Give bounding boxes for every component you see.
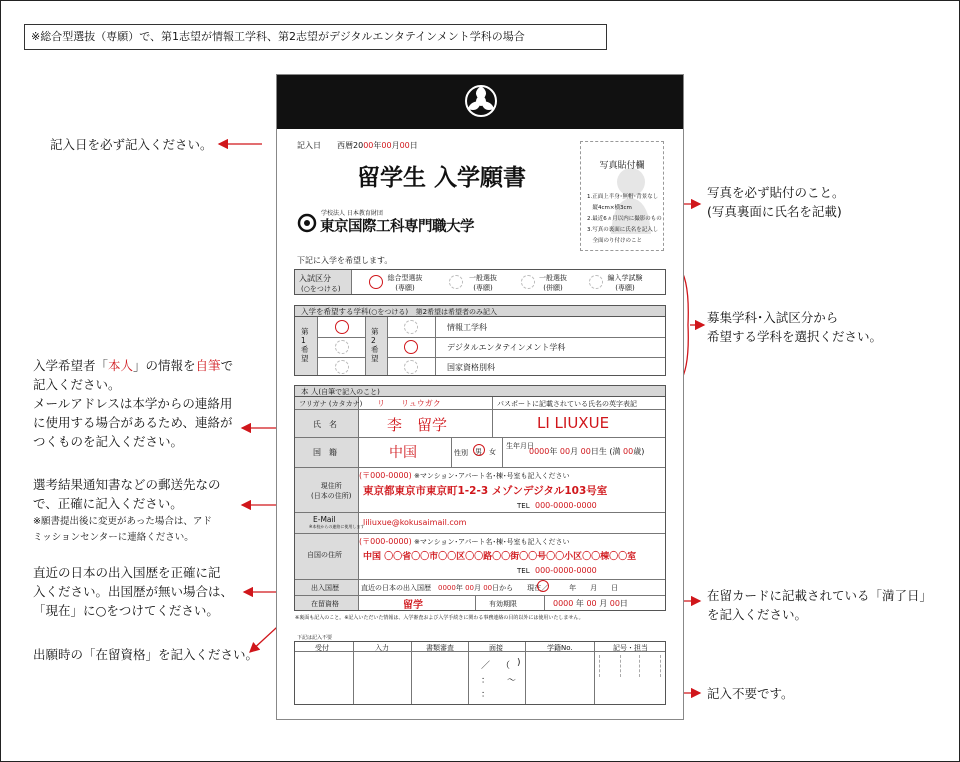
sex-female[interactable]: 女	[489, 448, 496, 456]
furigana-value: リ リュウガク	[377, 399, 441, 408]
dept-item: 情報工学科	[447, 323, 487, 332]
office-col: 受付	[315, 644, 329, 652]
history-value: 直近の日本の出入国歴 0000年 00月 00日から 現在／ 年 月 日	[361, 584, 619, 592]
note-address: 選考結果通知書などの郵送先なの で、正確に記入ください。	[33, 477, 221, 511]
exam-option: 一般選抜 (併願)	[539, 274, 567, 292]
expire-label: 有効期限	[489, 600, 517, 608]
photo-title: 写真貼付欄	[599, 161, 645, 171]
school-logo-icon	[297, 213, 317, 233]
office-col: 学籍No.	[547, 644, 573, 652]
exam-option-circle[interactable]	[449, 275, 463, 289]
addr-label: 現住所 (日本の住所)	[311, 482, 352, 500]
status-label: 在留資格	[311, 600, 339, 608]
photo-box	[580, 141, 664, 251]
exam-option-circle[interactable]	[521, 275, 535, 289]
exam-option-circle-selected[interactable]	[369, 275, 383, 289]
date-label: 記入日	[297, 141, 321, 150]
first-choice-circle[interactable]	[335, 360, 349, 374]
home-label: 自国の住所	[307, 551, 342, 559]
home-tel-value: 000-0000-0000	[535, 566, 597, 575]
tel-value: 000-0000-0000	[535, 501, 597, 510]
exam-type-label: 入試区分	[299, 274, 331, 283]
passport-label: パスポートに記載されている氏名の英字表記	[497, 400, 637, 408]
first-choice-circle[interactable]	[335, 340, 349, 354]
first-choice-label: 第1希望	[301, 327, 309, 363]
person-header: 本 人(自筆で記入のこと)	[294, 385, 666, 397]
tel-label: TEL	[517, 502, 530, 510]
exam-option: 一般選抜 (専願)	[469, 274, 497, 292]
note-photo: 写真を必ず貼付のこと。 (写真裏面に氏名を記載)	[707, 185, 845, 219]
exam-option: 総合型選抜 (専願)	[387, 274, 423, 292]
footer-note: ※裏面も記入のこと。※記入いただいた情報は、入学審査および入学手続きに関わる事務連絡の目的以外には使用いたしません。	[295, 615, 584, 621]
dept-item: 国家資格別科	[447, 363, 495, 372]
home-zip: (〒000-0000) ※マンション･アパート名･棟･号室も記入ください	[359, 537, 570, 546]
dept-header: 入学を希望する学科(○をつける) 第2希望は希望者のみ記入	[294, 305, 666, 317]
note-status: 出願時の「在留資格」を記入ください。	[33, 647, 259, 662]
school-corp: 学校法人 日本教育財団	[321, 210, 383, 217]
exam-option-circle[interactable]	[589, 275, 603, 289]
first-choice-selected[interactable]	[335, 320, 349, 334]
exam-option: 編入学試験 (専願)	[607, 274, 643, 292]
history-label: 出入国歴	[311, 584, 339, 592]
application-form: 記入日 西暦2000年00月00日 留学生 入学願書 学校法人 日本教育財団 東京国際工科専門職大学 写真貼付欄 1.正面上半身･無帽･背景なし 縦4cm×横3cm 2.最近6ヵ月以内に撮影のもの 3.写真の裏面に氏名を記入し 全面のり付けのこと 下記に入学を希望します。 入試区分 (○をつける) 総合型選抜 (専願) 一般選抜 (専願) 一般選抜 (併願) 編入学試験 (専願) 入学を希望する学科(○をつける) 第2希望は希望者のみ記入 第1希望 第2希望 情報工学科 デジタルエンタテインメント学科 国家資格別科 本 人(自筆で記入のこと) フリガナ (カタカナ) リ リュウガク パスポートに記載されている氏名の英字表記 氏 名 李 留学 LI LIUXUE 国 籍 中国 性別 男 女 生年月日 0000年 00月 00日生 (満 00歳) 現住所 (日本の住所) (〒000-0000) ※マンション･アパート名･棟･号室も記入ください 東京都東京市東京町1-2-3 メゾンデジタル103号室 TEL 000-0000-0000 E-Mail ※本校からの連絡に使用します liliuxue@kokusaimail.com 自国の住所 (〒000-0000) ※マンション･アパート名･棟･号室も記入ください 中国 〇〇省〇〇市〇〇区〇〇路〇〇街〇〇号〇〇小区〇〇棟〇〇室 TEL 000-0000-0000 出入国歴 直近の日本の出入国歴 0000年 00月 00日から 現在／ 年 月 日 在留資格 留学 有効期限 0000 年 00 月 00日 ※裏面も記入のこと。※記入いただいた情報は、入学審査および入学手続きに関わる事務連絡の目的以外には使用いたしません。 下記は記入不要 受付 入力 書類審査 面接 学籍No. 記号・担当 ／ （ ) ： ～ ：	[276, 74, 684, 720]
note-history: 直近の日本の出入国歴を正確に記 入ください。出国歴が無い場合は、 「現在」に○をつけてください。	[33, 565, 234, 618]
dept-item: デジタルエンタテインメント学科	[447, 343, 566, 352]
office-col: 記号・担当	[613, 644, 648, 652]
name-value: 李 留学	[387, 416, 448, 434]
scenario-title: ※総合型選抜（専願）で、第1志望が情報工学科、第2志望がデジタルエンタテインメント学科の場合	[24, 24, 607, 50]
school-emblem-icon	[461, 81, 501, 121]
name-english: LI LIUXUE	[537, 414, 610, 432]
birth-value: 0000年 00月 00日生 (満 00歳)	[529, 447, 645, 456]
note-date: 記入日を必ず記入ください。	[50, 137, 213, 152]
email-value: liliuxue@kokusaimail.com	[363, 518, 467, 527]
sex-label: 性別	[454, 449, 468, 457]
sex-male[interactable]: 男	[475, 448, 482, 456]
second-choice-label: 第2希望	[371, 327, 379, 363]
current-circle[interactable]	[537, 580, 549, 592]
form-title: 留学生 入学願書	[357, 165, 527, 191]
second-choice-selected[interactable]	[404, 340, 418, 354]
intro-text: 下記に入学を希望します。	[297, 256, 393, 265]
status-value: 留学	[403, 600, 423, 611]
date-value: 西暦2000年00月00日	[337, 141, 418, 150]
office-col: 書類審査	[426, 644, 454, 652]
expire-value: 0000 年 00 月 00日	[553, 599, 628, 608]
nation-label: 国 籍	[313, 448, 337, 457]
photo-rules: 1.正面上半身･無帽･背景なし 縦4cm×横3cm 2.最近6ヵ月以内に撮影のもの 3.写真の裏面に氏名を記入し 全面のり付けのこと	[587, 194, 662, 244]
furigana-label: フリガナ (カタカナ)	[299, 400, 363, 408]
birth-label: 生年月日	[506, 442, 534, 450]
second-choice-circle[interactable]	[404, 360, 418, 374]
home-tel-label: TEL	[517, 567, 530, 575]
office-col: 面接	[489, 644, 503, 652]
note-dept: 募集学科･入試区分から 希望する学科を選択ください。	[707, 310, 883, 344]
office-col: 入力	[375, 644, 389, 652]
email-label: E-Mail ※本校からの連絡に使用します	[309, 515, 365, 529]
note-address-sub: ※願書提出後に変更があった場合は、アド ミッションセンターに連絡ください。	[33, 516, 212, 543]
school-name: 東京国際工科専門職大学	[320, 219, 474, 235]
nation-value: 中国	[389, 445, 417, 461]
home-value: 中国 〇〇省〇〇市〇〇区〇〇路〇〇街〇〇号〇〇小区〇〇棟〇〇室	[363, 552, 637, 562]
office-label: 下記は記入不要	[297, 635, 333, 641]
addr-value: 東京都東京市東京町1-2-3 メゾンデジタル103号室	[363, 485, 608, 497]
second-choice-circle[interactable]	[404, 320, 418, 334]
note-office: 記入不要です。	[707, 686, 794, 701]
name-label: 氏 名	[313, 420, 337, 429]
note-card: 在留カードに記載されている「満了日」 を記入ください。	[707, 588, 933, 622]
note-person: 入学希望者「本人」の情報を自筆で 記入ください。 メールアドレスは本学からの連絡用 に使用する場合があるため、連絡が つくものを記入ください。	[33, 358, 234, 449]
addr-zip: (〒000-0000) ※マンション･アパート名･棟･号室も記入ください	[359, 471, 570, 480]
exam-type-sub: (○をつける)	[301, 285, 341, 293]
